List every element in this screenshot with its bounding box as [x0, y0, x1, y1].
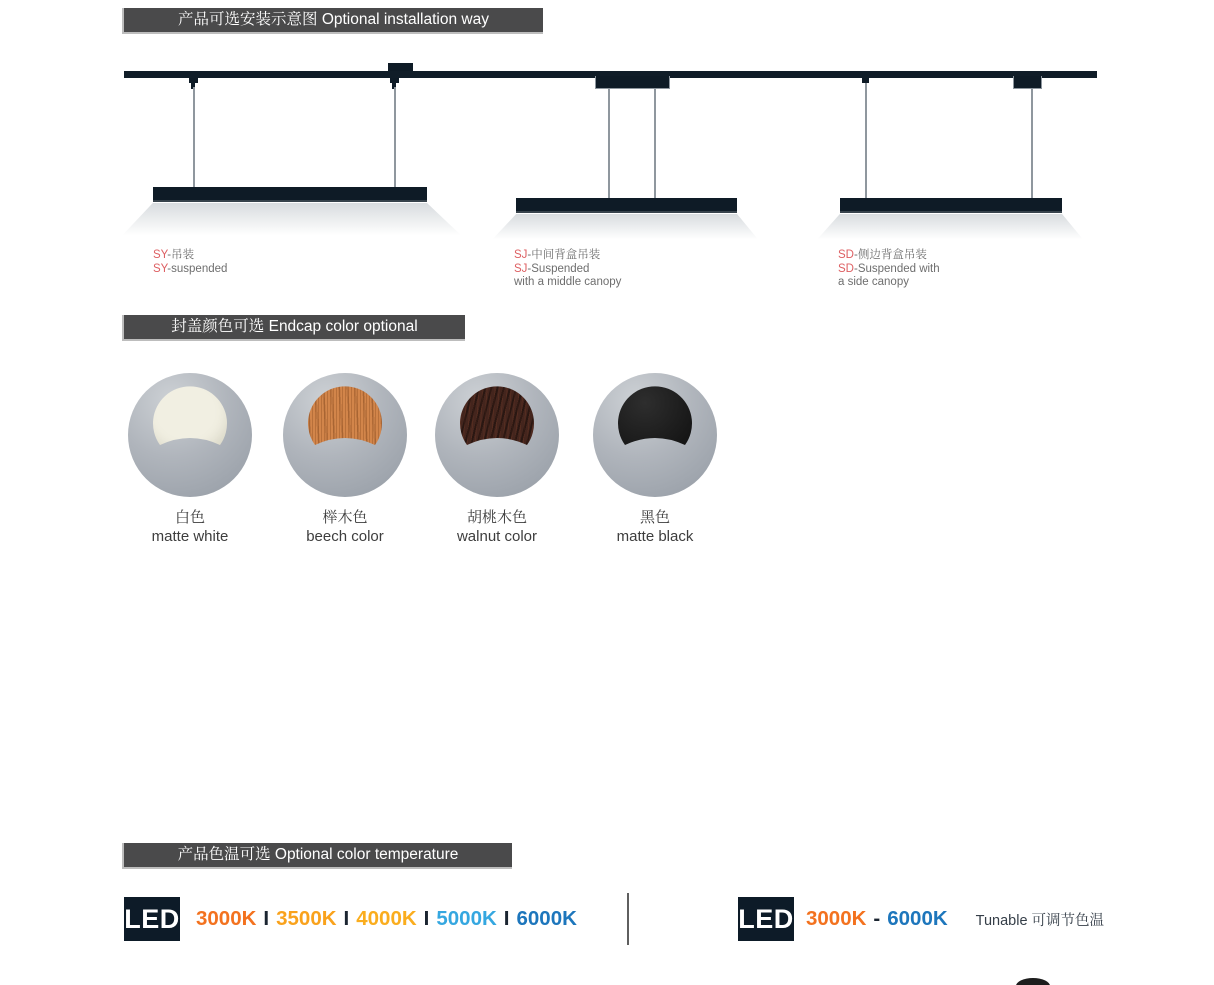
endcap-name-zh: 胡桃木色	[466, 509, 527, 526]
partial-logo-arc	[1016, 978, 1050, 985]
section-header-endcap: 封盖颜色可选 Endcap color optional	[122, 315, 465, 341]
light-fixture-bar	[840, 198, 1062, 213]
light-beam	[814, 214, 1086, 243]
temp-value: 3500K	[276, 907, 337, 930]
endcap-shape	[455, 381, 539, 459]
vertical-divider	[627, 893, 629, 945]
suspension-wire	[394, 87, 396, 188]
caption-text: -中间背盒吊装	[527, 249, 601, 261]
light-fixture-bar	[153, 187, 427, 202]
caption-text: -侧边背盒吊装	[853, 249, 927, 261]
tunable-color-temps	[806, 905, 1104, 935]
endcap-label-white	[110, 508, 270, 546]
temp-value: 5000K	[436, 907, 497, 930]
caption-prefix: SY	[153, 262, 168, 275]
endcap-label-walnut	[417, 508, 577, 546]
tunable-note: Tunable 可调节色温	[975, 913, 1105, 929]
suspension-wire	[608, 89, 610, 198]
endcap-label-black	[575, 508, 735, 546]
endcap-name-zh: 榉木色	[322, 509, 368, 526]
side-canopy-box	[1013, 76, 1042, 89]
endcap-label-beech	[265, 508, 425, 546]
junction-box	[388, 63, 413, 71]
suspension-wire	[193, 87, 195, 188]
endcap-shape	[303, 381, 387, 459]
temp-separator: I	[503, 907, 510, 930]
section-header-installation: 产品可选安装示意图 Optional installation way	[122, 8, 543, 34]
caption-sd	[838, 249, 940, 290]
fixed-color-temps	[196, 905, 577, 933]
temp-separator: I	[263, 907, 270, 930]
caption-text: a side canopy	[838, 276, 909, 288]
caption-text: -Suspended with	[853, 262, 940, 275]
temp-value-from: 3000K	[806, 907, 867, 930]
caption-prefix: SD	[838, 262, 854, 275]
suspension-wire	[654, 89, 656, 198]
caption-text: with a middle canopy	[514, 276, 622, 288]
caption-text: -吊装	[167, 249, 195, 261]
temp-separator: I	[423, 907, 430, 930]
caption-text: -suspended	[167, 262, 228, 275]
endcap-name-zh: 白色	[174, 509, 205, 526]
endcap-name-en: beech color	[306, 528, 384, 545]
caption-prefix: SD	[838, 249, 854, 261]
led-badge: LED	[738, 897, 794, 941]
endcap-swatch-walnut	[435, 373, 559, 497]
caption-prefix: SJ	[514, 262, 528, 275]
endcap-swatch-white	[128, 373, 252, 497]
endcap-name-en: matte black	[616, 528, 694, 545]
light-fixture-bar	[516, 198, 737, 213]
endcap-name-en: matte white	[151, 528, 229, 545]
endcap-name-en: walnut color	[456, 528, 538, 545]
suspension-wire	[1031, 89, 1033, 198]
led-badge: LED	[124, 897, 180, 941]
endcap-shape	[613, 381, 697, 459]
endcap-swatch-black	[593, 373, 717, 497]
caption-sy	[153, 249, 227, 276]
light-beam	[118, 203, 466, 240]
temp-dash: -	[873, 907, 881, 930]
temp-separator: I	[343, 907, 350, 930]
endcap-swatch-beech	[283, 373, 407, 497]
middle-canopy-box	[595, 76, 670, 89]
caption-prefix: SY	[153, 249, 168, 261]
caption-sj	[514, 249, 621, 290]
endcap-name-zh: 黑色	[639, 509, 670, 526]
temp-value: 4000K	[356, 907, 417, 930]
temp-value-to: 6000K	[887, 907, 948, 930]
light-beam	[489, 214, 761, 243]
caption-text: -Suspended	[527, 262, 590, 275]
endcap-shape	[148, 381, 232, 459]
section-header-temperature: 产品色温可选 Optional color temperature	[122, 843, 512, 869]
suspension-wire	[865, 83, 867, 198]
temp-value: 3000K	[196, 907, 257, 930]
temp-value: 6000K	[516, 907, 577, 930]
caption-prefix: SJ	[514, 249, 528, 261]
